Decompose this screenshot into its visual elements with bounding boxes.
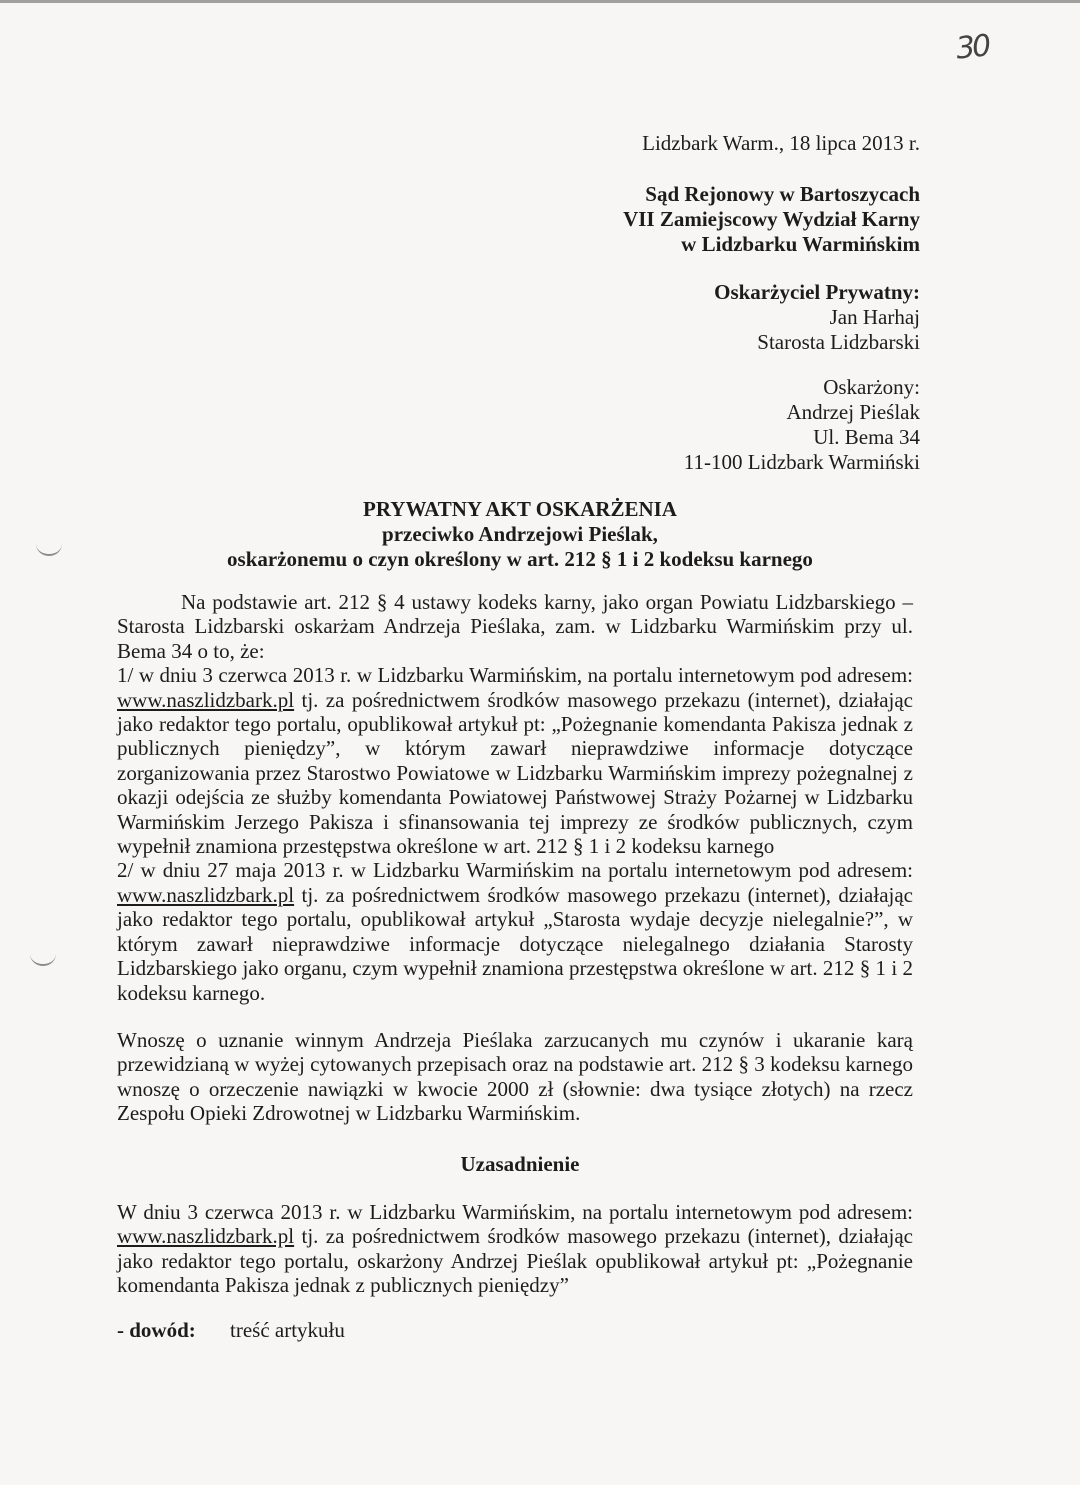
justification-text [117, 1200, 913, 1298]
punch-hole-mark [30, 942, 56, 966]
evidence-line [117, 1318, 345, 1343]
demand-paragraph [117, 1028, 913, 1126]
accused-city: 11-100 Lidzbark Warmiński [683, 450, 920, 474]
court-name: Sąd Rejonowy w Bartoszycach [645, 182, 920, 206]
charge-1-portal-link: www.naszlidzbark.pl [117, 687, 295, 712]
document-heading [0, 497, 1040, 572]
justification-text-start: W dniu 3 czerwca 2013 r. w Lidzbarku Warmińskim, na portalu internetowym pod adresem: [117, 1200, 913, 1224]
charge-1-text-start: 1/ w dniu 3 czerwca 2013 r. w Lidzbarku Warmińskim, na portalu internetowym pod adresem: [117, 663, 913, 688]
accused-street: Ul. Bema 34 [813, 425, 920, 449]
private-accuser [714, 280, 920, 355]
accused-name: Andrzej Pieślak [786, 400, 920, 424]
court-location: w Lidzbarku Warmińskim [681, 232, 920, 256]
charge-2-paragraph [117, 858, 913, 1004]
charge-1-paragraph [117, 663, 913, 858]
demand-text: Wnoszę o uznanie winnym Andrzeja Pieślaka zarzucanych mu czynów i ukaranie karą przewidzianą w wyżej cytowanych przepisach oraz na podstawie art. 212 § 3 kodeksu karnego wnoszę o orzeczenie nawiązki w kwocie 2000 zł (słownie: dwa tysiące złotych) na rzecz Zespołu Opieki Zdrowotnej w Lidzbarku Warmińskim. [117, 1028, 913, 1126]
heading-against: przeciwko Andrzejowi Pieślak, [382, 522, 658, 546]
intro-paragraph: Na podstawie art. 212 § 4 ustawy kodeks karny, jako organ Powiatu Lidzbarskiego – Starosta Lidzbarski oskarżam Andrzeja Pieślaka, zam. w Lidzbarku Warmińskim przy ul. Bema 34 o to, że: [117, 590, 913, 663]
scan-top-edge [0, 0, 1080, 3]
accuser-label: Oskarżyciel Prywatny: [714, 280, 920, 304]
court-division: VII Zamiejscowy Wydział Karny [623, 207, 920, 231]
accuser-title: Starosta Lidzbarski [757, 330, 920, 354]
accuser-name: Jan Harhaj [829, 305, 920, 329]
handwritten-page-number: 30 [954, 28, 990, 67]
accused-label: Oskarżony: [823, 375, 920, 399]
court-address [623, 182, 920, 257]
charge-1-text-end: tj. za pośrednictwem środków masowego przekazu (internet), działając jako redaktor tego portalu, opublikował artykuł pt: „Pożegnanie komendanta Pakisza jednak z publicznych pieniędzy”, w którym zawarł nieprawdziwe informacje dotyczące zorganizowania przez Starostwo Powiatowe w Lidzbarku Warmińskim imprezy pożegnalnej z okazji odejścia ze służby komendanta Powiatowej Państwowej Straży Pożarnej w Lidzbarku Warmińskim Jerzego Pakisza i sfinansowania tej imprezy ze środków publicznych, czym wypełnił znamiona przestępstwa określone w art. 212 § 1 i 2 kodeksu karnego [117, 687, 913, 859]
justification-portal-link: www.naszlidzbark.pl [117, 1224, 295, 1249]
accused-party [684, 375, 920, 475]
document-title: PRYWATNY AKT OSKARŻENIA [363, 497, 677, 521]
justification-paragraph [117, 1200, 913, 1298]
charge-2-text-end: tj. za pośrednictwem środków masowego przekazu (internet), działając jako redaktor tego portalu, opublikował artykuł „Starosta wydaje decyzje nielegalnie?”, w którym zawarł nieprawdziwe informacje dotyczące nielegalnego działania Starosty Lidzbarskiego jako organu, czym wypełnił znamiona przestępstwa określone w art. 212 § 1 i 2 kodeksu karnego. [117, 882, 913, 1005]
justification-heading: Uzasadnienie [460, 1152, 580, 1176]
date-line: Lidzbark Warm., 18 lipca 2013 r. [642, 131, 920, 155]
charges-section [117, 590, 913, 1005]
charge-2-portal-link: www.naszlidzbark.pl [117, 882, 295, 907]
heading-charge: oskarżonemu o czyn określony w art. 212 § 1 i 2 kodeksu karnego [227, 547, 813, 571]
evidence-value: treść artykułu [230, 1318, 345, 1342]
charge-2-text-start: 2/ w dniu 27 maja 2013 r. w Lidzbarku Warmińskim na portalu internetowym pod adresem: [117, 858, 913, 883]
evidence-label: - dowód: [117, 1318, 196, 1342]
justification-text-end: tj. za pośrednictwem środków masowego przekazu (internet), działając jako redaktor tego portalu, oskarżony Andrzej Pieślak opublikował artykuł pt: „Pożegnanie komendanta Pakisza jednak z publicznych pieniędzy” [117, 1224, 913, 1298]
